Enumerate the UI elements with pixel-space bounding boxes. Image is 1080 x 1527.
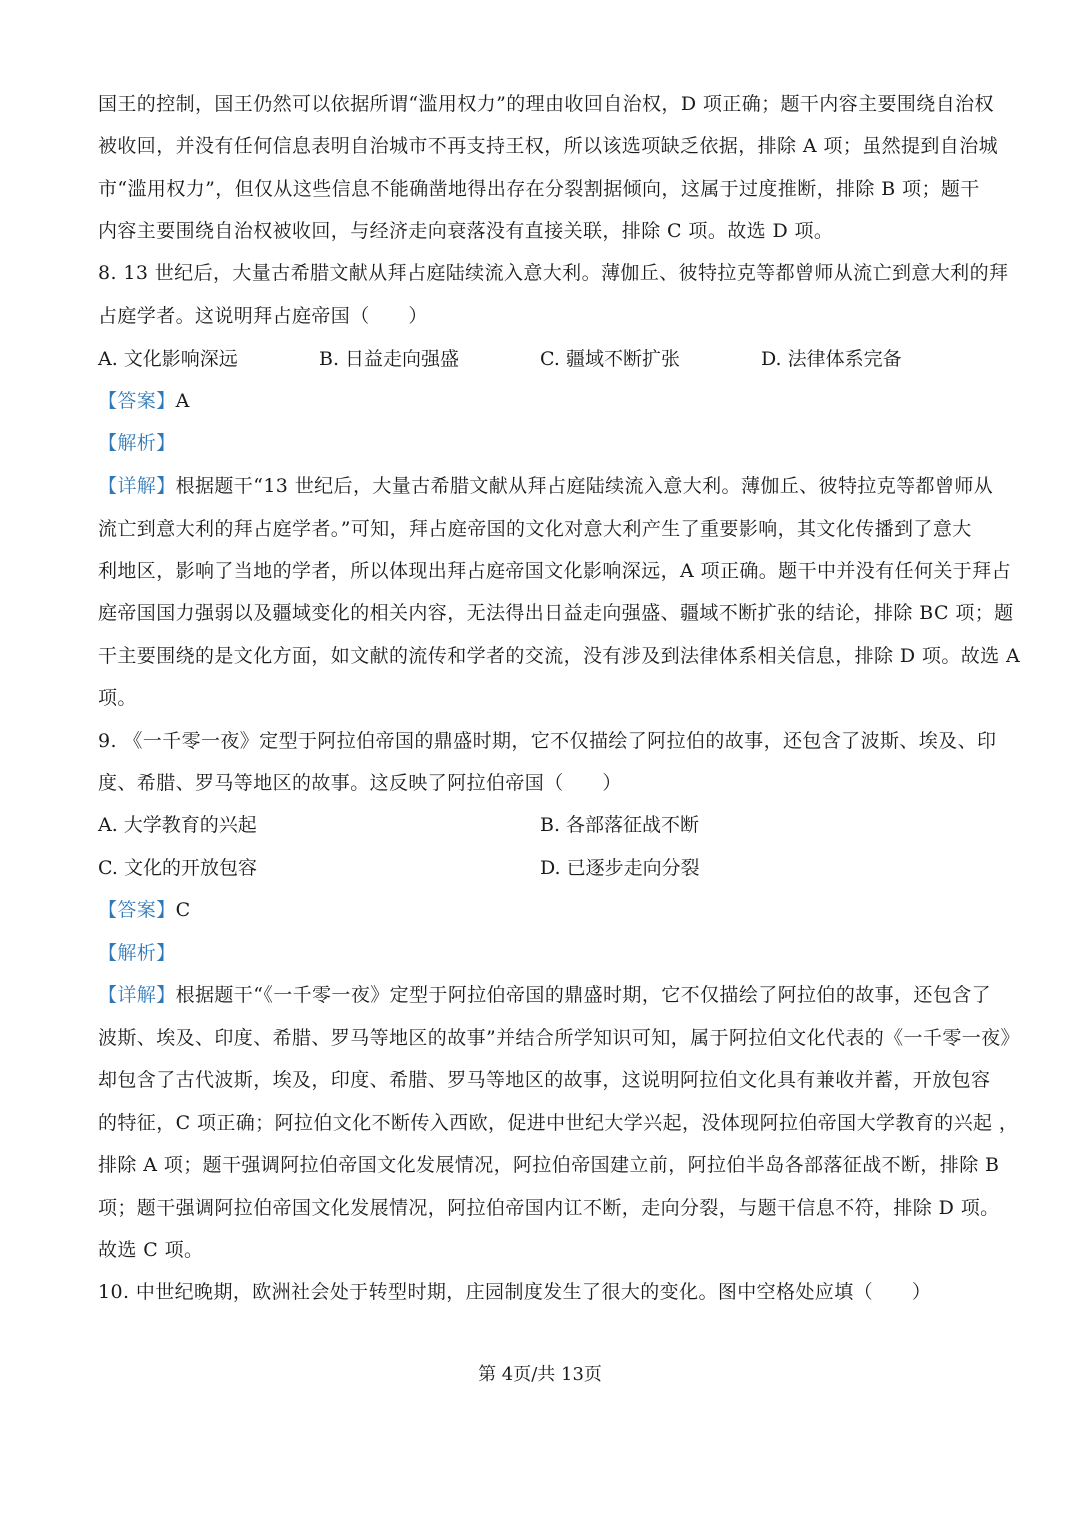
option-a: A. 大学教育的兴起 (98, 814, 257, 836)
text-line: 波斯、埃及、印度、希腊、罗马等地区的故事”并结合所学知识可知，属于阿拉伯文化代表的《一千零一夜》 (98, 1027, 1020, 1049)
text-line: 市“滥用权力”，但仅从这些信息不能确凿地得出存在分裂割据倾向，这属于过度推断，排除 B 项；题干 (98, 178, 980, 200)
text-line: 排除 A 项；题干强调阿拉伯帝国文化发展情况，阿拉伯帝国建立前，阿拉伯半岛各部落征战不断，排除 B (98, 1154, 1000, 1176)
text-line: 利地区，影响了当地的学者，所以体现出拜占庭帝国文化影响深远，A 项正确。题干中并没有任何关于拜占 (98, 560, 1011, 582)
text-line: 国王的控制，国王仍然可以依据所谓“滥用权力”的理由收回自治权，D 项正确；题干内容主要围绕自治权 (98, 93, 994, 115)
answer-line (98, 388, 190, 414)
text-line: 的特征，C 项正确；阿拉伯文化不断传入西欧，促进中世纪大学兴起，没体现阿拉伯帝国大学教育的兴起 ， (98, 1112, 1019, 1134)
page-number: 第 4页/共 13页 (478, 1364, 602, 1385)
detail-line (98, 473, 993, 499)
detail-label: 【详解】 (98, 475, 176, 497)
text-line: 流亡到意大利的拜占庭学者。”可知，拜占庭帝国的文化对意大利产生了重要影响，其文化传播到了意大 (98, 518, 972, 540)
analysis-label: 【解析】 (98, 432, 176, 454)
option-c: C. 疆域不断扩张 (540, 348, 680, 370)
option-d: D. 法律体系完备 (761, 348, 902, 370)
question-8-stem: 占庭学者。这说明拜占庭帝国（ ） (98, 305, 428, 327)
question-8-stem: 8. 13 世纪后，大量古希腊文献从拜占庭陆续流入意大利。薄伽丘、彼特拉克等都曾师从流亡到意大利的拜 (98, 262, 1009, 284)
text-line: 项；题干强调阿拉伯帝国文化发展情况，阿拉伯帝国内讧不断，走向分裂，与题干信息不符，排除 D 项。 (98, 1197, 1000, 1219)
text-line: 项。 (98, 687, 137, 709)
text-line: 被收回，并没有任何信息表明自治城市不再支持王权，所以该选项缺乏依据，排除 A 项；虽然提到自治城 (98, 135, 999, 157)
answer-label: 【答案】 (98, 899, 176, 921)
option-a: A. 文化影响深远 (98, 348, 238, 370)
text-line: 干主要围绕的是文化方面，如文献的流传和学者的交流，没有涉及到法律体系相关信息，排除 D 项。故选 A (98, 645, 1021, 667)
detail-text: 根据题干“13 世纪后，大量古希腊文献从拜占庭陆续流入意大利。薄伽丘、彼特拉克等都曾师从 (175, 475, 994, 497)
answer-label: 【答案】 (98, 390, 176, 412)
option-b: B. 各部落征战不断 (540, 814, 700, 836)
question-9-stem: 9. 《一千零一夜》定型于阿拉伯帝国的鼎盛时期，它不仅描绘了阿拉伯的故事，还包含了波斯、埃及、印 (98, 730, 997, 752)
question-9-stem: 度、希腊、罗马等地区的故事。这反映了阿拉伯帝国（ ） (98, 772, 622, 794)
detail-line (98, 982, 991, 1008)
text-line: 内容主要围绕自治权被收回，与经济走向衰落没有直接关联，排除 C 项。故选 D 项。 (98, 220, 834, 242)
answer-line (98, 897, 191, 923)
answer-value: C (175, 899, 191, 921)
analysis-label: 【解析】 (98, 942, 176, 964)
analysis-line (98, 430, 176, 456)
text-line: 庭帝国国力强弱以及疆域变化的相关内容，无法得出日益走向强盛、疆域不断扩张的结论，排除 BC 项；题 (98, 602, 1014, 624)
detail-label: 【详解】 (98, 984, 176, 1006)
analysis-line (98, 940, 176, 966)
detail-text: 根据题干“《一千零一夜》定型于阿拉伯帝国的鼎盛时期，它不仅描绘了阿拉伯的故事，还包含了 (175, 984, 992, 1006)
question-10-stem: 10. 中世纪晚期，欧洲社会处于转型时期，庄园制度发生了很大的变化。图中空格处应填（ ） (98, 1281, 932, 1303)
answer-value: A (175, 390, 190, 412)
text-line: 故选 C 项。 (98, 1239, 204, 1261)
option-d: D. 已逐步走向分裂 (540, 857, 700, 879)
option-c: C. 文化的开放包容 (98, 857, 257, 879)
option-b: B. 日益走向强盛 (319, 348, 460, 370)
text-line: 却包含了古代波斯，埃及，印度、希腊、罗马等地区的故事，这说明阿拉伯文化具有兼收并蓄，开放包容 (98, 1069, 991, 1091)
